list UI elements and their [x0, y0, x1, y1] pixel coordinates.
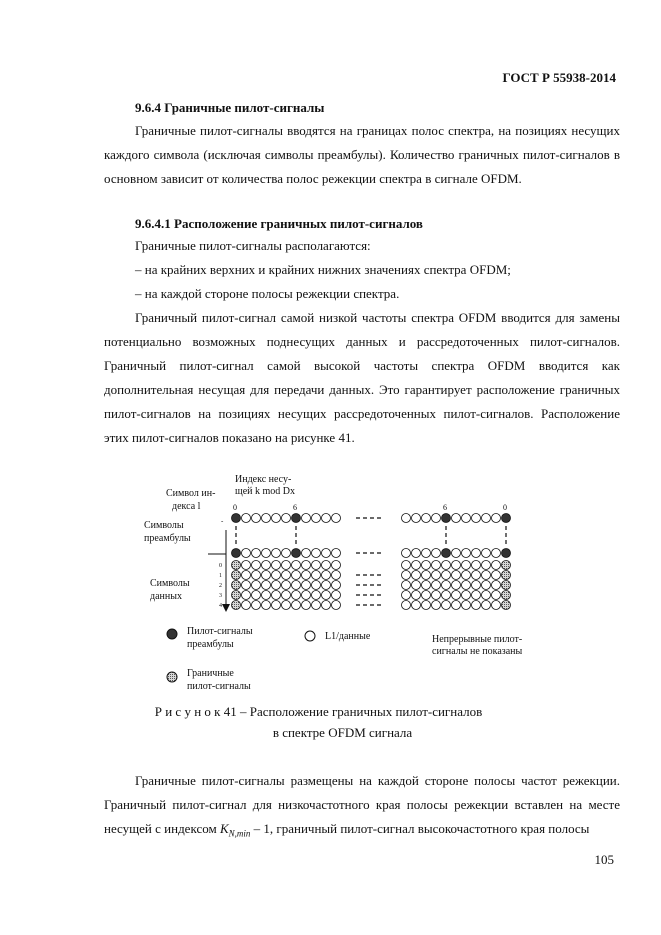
carrier-symbol: K	[219, 821, 229, 836]
data-carrier	[402, 571, 411, 580]
legend-l1-data: L1/данные	[325, 631, 371, 642]
data-carrier	[482, 601, 491, 610]
data-carrier	[482, 571, 491, 580]
tick-label: 4	[219, 603, 222, 609]
data-carrier	[462, 601, 471, 610]
data-carrier	[312, 581, 321, 590]
data-carrier	[422, 561, 431, 570]
data-carrier	[272, 601, 281, 610]
data-carrier	[262, 601, 271, 610]
data-carrier	[272, 571, 281, 580]
preamble-pilot	[442, 514, 451, 523]
data-carrier	[252, 591, 261, 600]
data-carrier	[302, 514, 311, 523]
data-carrier	[452, 601, 461, 610]
data-carrier	[422, 581, 431, 590]
section-9-6-4-paragraph: Граничные пилот-сигналы вводятся на границах полос спектра, на позициях несущих каждого символа (исключая символы преамбулы). Количество граничных пилот-сигналов в основном зависит от количества полос режекции спектра в сигнале OFDM.	[104, 123, 620, 186]
legend-preamble-pilots: преамбулы	[187, 639, 234, 650]
data-carrier	[412, 581, 421, 590]
data-carrier	[412, 514, 421, 523]
data-carrier	[492, 601, 501, 610]
edge-pilot	[232, 561, 241, 570]
data-carrier	[492, 561, 501, 570]
tick-label: 0	[233, 503, 237, 512]
edge-pilot	[232, 591, 241, 600]
preamble-pilot	[502, 549, 511, 558]
data-carrier	[282, 601, 291, 610]
carrier-subscript: N,min	[228, 828, 251, 839]
tick-label: 0	[503, 503, 507, 512]
list-intro: Граничные пилот-сигналы располагаются:	[135, 238, 371, 253]
edge-pilot	[232, 581, 241, 590]
data-carrier	[292, 601, 301, 610]
data-carrier	[472, 601, 481, 610]
edge-pilot	[502, 601, 511, 610]
data-carrier	[312, 601, 321, 610]
tick-label: 3	[219, 593, 222, 599]
data-carrier	[482, 549, 491, 558]
data-carrier	[442, 561, 451, 570]
edge-pilot	[502, 571, 511, 580]
data-carrier	[482, 591, 491, 600]
edge-pilot	[232, 601, 241, 610]
edge-pilot	[502, 581, 511, 590]
data-carrier	[242, 571, 251, 580]
data-carrier	[432, 561, 441, 570]
legend-edge-pilots: Граничные	[187, 668, 234, 679]
data-carrier	[462, 549, 471, 558]
data-carrier	[272, 549, 281, 558]
tick-label: 1	[219, 573, 222, 579]
data-carrier	[312, 514, 321, 523]
data-carrier	[482, 581, 491, 590]
data-carrier	[252, 549, 261, 558]
preamble-pilot	[292, 514, 301, 523]
data-carrier	[402, 581, 411, 590]
data-carrier	[492, 549, 501, 558]
carrier-grid	[232, 514, 511, 610]
edge-pilot	[232, 571, 241, 580]
data-carrier	[272, 514, 281, 523]
data-carrier	[302, 571, 311, 580]
data-carrier	[492, 571, 501, 580]
data-carrier	[402, 549, 411, 558]
section-9-6-4-1-paragraph: Граничный пилот-сигнал самой низкой частоты спектра OFDM вводится для замены потенциально возможных поднесущих данных и рассредоточенных пилот-сигналов. Граничный пилот-сигнал самой высокой частоты спектра OFDM вводится как дополнительная несущая для передачи данных. Это гарантирует расположение граничных пилот-сигналов на позициях несущих рассредоточенных пилот-сигналов. Расположение этих пилот-сигналов показано на рисунке 41.	[104, 310, 620, 445]
data-carrier	[432, 601, 441, 610]
data-carrier	[432, 591, 441, 600]
data-carrier	[422, 549, 431, 558]
tick-label: -	[221, 517, 224, 525]
edge-pilot-icon	[167, 672, 177, 682]
data-carrier	[282, 561, 291, 570]
data-carrier	[492, 514, 501, 523]
legend-edge-pilots: пилот-сигналы	[187, 681, 251, 692]
data-carrier	[432, 571, 441, 580]
data-carrier	[322, 549, 331, 558]
data-carrier	[272, 581, 281, 590]
preamble-pilot	[292, 549, 301, 558]
data-carrier	[242, 549, 251, 558]
figure-caption-line2: в спектре OFDM сигнала	[272, 725, 413, 740]
data-carrier	[322, 514, 331, 523]
data-carrier	[282, 549, 291, 558]
preamble-pilot	[232, 514, 241, 523]
data-carrier	[302, 581, 311, 590]
data-carrier	[322, 591, 331, 600]
data-carrier	[292, 571, 301, 580]
data-carrier	[412, 601, 421, 610]
preamble-pilot	[442, 549, 451, 558]
legend-preamble-pilots: Пилот-сигналы	[187, 626, 253, 637]
data-carrier	[242, 561, 251, 570]
data-carrier	[312, 571, 321, 580]
data-carrier	[272, 561, 281, 570]
carrier-index-label: щей k mod Dx	[235, 486, 295, 497]
data-carrier	[422, 591, 431, 600]
data-carrier	[312, 561, 321, 570]
data-symbols-label: данных	[150, 591, 182, 602]
data-carrier	[492, 591, 501, 600]
data-carrier	[302, 561, 311, 570]
data-carrier	[282, 514, 291, 523]
data-carrier	[442, 601, 451, 610]
tick-label: 6	[293, 503, 297, 512]
data-carrier	[422, 514, 431, 523]
data-carrier	[422, 571, 431, 580]
section-title-9-6-4: 9.6.4 Граничные пилот-сигналы	[135, 100, 325, 115]
document-header: ГОСТ Р 55938-2014	[502, 70, 616, 85]
data-carrier	[282, 591, 291, 600]
page-number: 105	[594, 852, 614, 867]
carrier-index-label: Индекс несу-	[235, 474, 292, 485]
section-title-9-6-4-1: 9.6.4.1 Расположение граничных пилот-сигналов	[135, 216, 423, 231]
data-carrier	[312, 549, 321, 558]
data-carrier	[252, 514, 261, 523]
data-carrier	[332, 561, 341, 570]
data-carrier	[442, 591, 451, 600]
data-carrier	[412, 549, 421, 558]
edge-pilot	[502, 591, 511, 600]
data-carrier	[282, 581, 291, 590]
preamble-pilot-icon	[167, 629, 177, 639]
data-carrier	[462, 561, 471, 570]
preamble-pilot	[232, 549, 241, 558]
data-carrier	[332, 514, 341, 523]
data-carrier	[332, 549, 341, 558]
data-carrier	[412, 561, 421, 570]
data-carrier	[262, 549, 271, 558]
data-carrier	[472, 549, 481, 558]
data-carrier	[262, 581, 271, 590]
data-carrier	[302, 601, 311, 610]
data-carrier	[332, 591, 341, 600]
data-carrier	[242, 601, 251, 610]
data-carrier	[462, 571, 471, 580]
edge-pilot	[502, 561, 511, 570]
pilot-layout-diagram	[130, 468, 550, 698]
symbol-index-label: Символ ин-	[166, 488, 216, 499]
data-carrier	[302, 591, 311, 600]
data-carrier	[422, 601, 431, 610]
data-carrier	[452, 581, 461, 590]
data-carrier	[442, 581, 451, 590]
data-carrier	[452, 591, 461, 600]
data-carrier	[292, 561, 301, 570]
data-carrier	[322, 561, 331, 570]
data-carrier	[302, 549, 311, 558]
data-carrier	[432, 581, 441, 590]
preamble-symbols-label: преамбулы	[144, 533, 191, 544]
data-carrier	[412, 591, 421, 600]
list-item: – на каждой стороне полосы режекции спектра.	[135, 286, 400, 301]
data-carrier	[452, 549, 461, 558]
legend-continual-note: сигналы не показаны	[432, 646, 523, 657]
data-carrier	[282, 571, 291, 580]
data-carrier	[432, 549, 441, 558]
data-carrier	[402, 514, 411, 523]
closing-text: Граничные пилот-сигналы размещены на каждой стороне полосы частот режекции. Граничный пилот-сигнал для низкочастотного края полосы режекции вставлен на месте несущей с индексом	[104, 773, 620, 836]
data-carrier	[432, 514, 441, 523]
data-carrier	[262, 571, 271, 580]
tick-label: 0	[219, 563, 222, 569]
data-carrier	[442, 571, 451, 580]
data-carrier	[412, 571, 421, 580]
data-symbols-label: Символы	[150, 578, 190, 589]
symbol-index-label: декса l	[172, 501, 201, 512]
data-carrier	[402, 591, 411, 600]
preamble-symbols-label: Символы	[144, 520, 184, 531]
data-carrier	[482, 514, 491, 523]
data-carrier	[322, 581, 331, 590]
data-carrier	[452, 514, 461, 523]
l1-data-icon	[305, 631, 315, 641]
data-carrier	[462, 581, 471, 590]
data-carrier	[292, 581, 301, 590]
data-carrier	[262, 561, 271, 570]
data-carrier	[472, 581, 481, 590]
figure-caption: Р и с у н о к 41 – Расположение граничных пилот-сигналов	[154, 704, 483, 719]
data-carrier	[242, 514, 251, 523]
data-carrier	[472, 591, 481, 600]
data-carrier	[292, 591, 301, 600]
data-carrier	[492, 581, 501, 590]
data-carrier	[472, 571, 481, 580]
data-carrier	[462, 591, 471, 600]
data-carrier	[242, 581, 251, 590]
data-carrier	[312, 591, 321, 600]
data-carrier	[262, 591, 271, 600]
tick-label: 6	[443, 503, 447, 512]
data-carrier	[252, 571, 261, 580]
data-carrier	[322, 571, 331, 580]
closing-paragraph	[104, 769, 620, 846]
data-carrier	[402, 561, 411, 570]
data-carrier	[332, 571, 341, 580]
data-carrier	[402, 601, 411, 610]
data-carrier	[332, 581, 341, 590]
data-carrier	[462, 514, 471, 523]
data-carrier	[472, 514, 481, 523]
legend-continual-note: Непрерывные пилот-	[432, 634, 523, 645]
data-carrier	[272, 591, 281, 600]
data-carrier	[452, 561, 461, 570]
closing-text-after: – 1, граничный пилот-сигнал высокочастотного края полосы	[250, 821, 590, 836]
figure-41	[130, 468, 550, 698]
data-carrier	[252, 561, 261, 570]
list-item: – на крайних верхних и крайних нижних значениях спектра OFDM;	[135, 262, 511, 277]
data-carrier	[242, 591, 251, 600]
data-carrier	[452, 571, 461, 580]
data-carrier	[252, 601, 261, 610]
data-carrier	[332, 601, 341, 610]
tick-label: 2	[219, 583, 222, 589]
data-carrier	[482, 561, 491, 570]
data-carrier	[322, 601, 331, 610]
data-carrier	[262, 514, 271, 523]
preamble-pilot	[502, 514, 511, 523]
data-carrier	[472, 561, 481, 570]
data-carrier	[252, 581, 261, 590]
